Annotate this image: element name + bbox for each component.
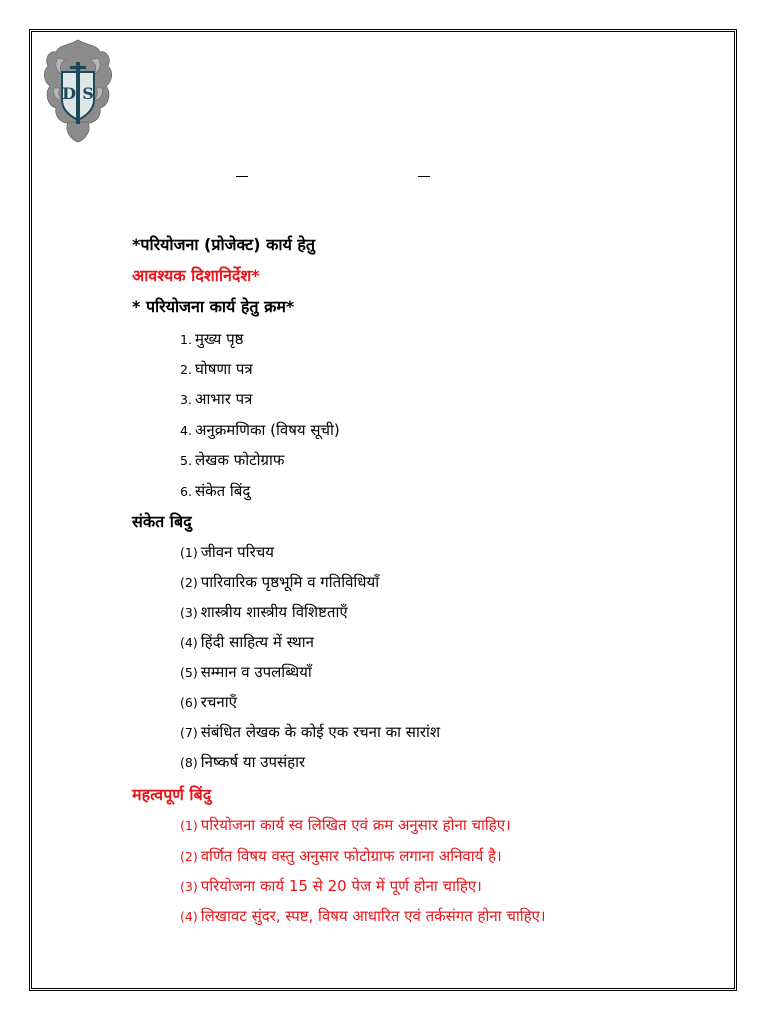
list-item: (2) पारिवारिक पृष्ठभूमि व गतिविधियाँ [180,573,380,591]
guidelines-heading: आवश्यक दिशानिर्देश* [132,266,260,285]
list-item: (2) वर्णित विषय वस्तु अनुसार फोटोग्राफ लगाना अनिवार्य है। [180,847,502,865]
list-item: (7) संबंधित लेखक के कोई एक रचना का सारांश [180,723,441,741]
crest-logo-icon [38,36,118,146]
list-item: (6) रचनाएँ [180,693,237,711]
list-item: (4) हिंदी साहित्य में स्थान [180,633,314,651]
list-item: (3) परियोजना कार्य 15 से 20 पेज में पूर्ण होना चाहिए। [180,877,482,895]
svg-text:D: D [62,84,76,103]
list-item: (4) लिखावट सुंदर, स्पष्ट, विषय आधारित एवं तर्कसंगत होना चाहिए। [180,907,546,925]
list-item: 5. लेखक फोटोग्राफ [180,451,285,469]
dash-left [236,176,248,177]
points-heading: संकेत बिदु [132,512,192,531]
list-item: (1) परियोजना कार्य स्व लिखित एवं क्रम अनुसार होना चाहिए। [180,816,511,834]
list-item: (8) निष्कर्ष या उपसंहार [180,753,306,771]
list-item: (3) शास्त्रीय शास्त्रीय विशिष्टताएँ [180,603,348,621]
dash-right [418,176,430,177]
list-item: (5) सम्मान व उपलब्धियाँ [180,663,312,681]
order-heading: * परियोजना कार्य हेतु क्रम* [132,297,295,316]
important-heading: महत्वपूर्ण बिंदु [132,785,212,804]
list-item: 1. मुख्य पृष्ठ [180,330,244,348]
list-item: 3. आभार पत्र [180,390,253,408]
list-item: 2. घोषणा पत्र [180,360,253,378]
project-work-heading: *परियोजना (प्रोजेक्ट) कार्य हेतु [132,235,316,254]
svg-text:S: S [82,84,94,103]
list-item: 4. अनुक्रमणिका (विषय सूची) [180,421,340,439]
list-item: (1) जीवन परिचय [180,543,274,561]
list-item: 6. संकेत बिंदु [180,482,251,500]
